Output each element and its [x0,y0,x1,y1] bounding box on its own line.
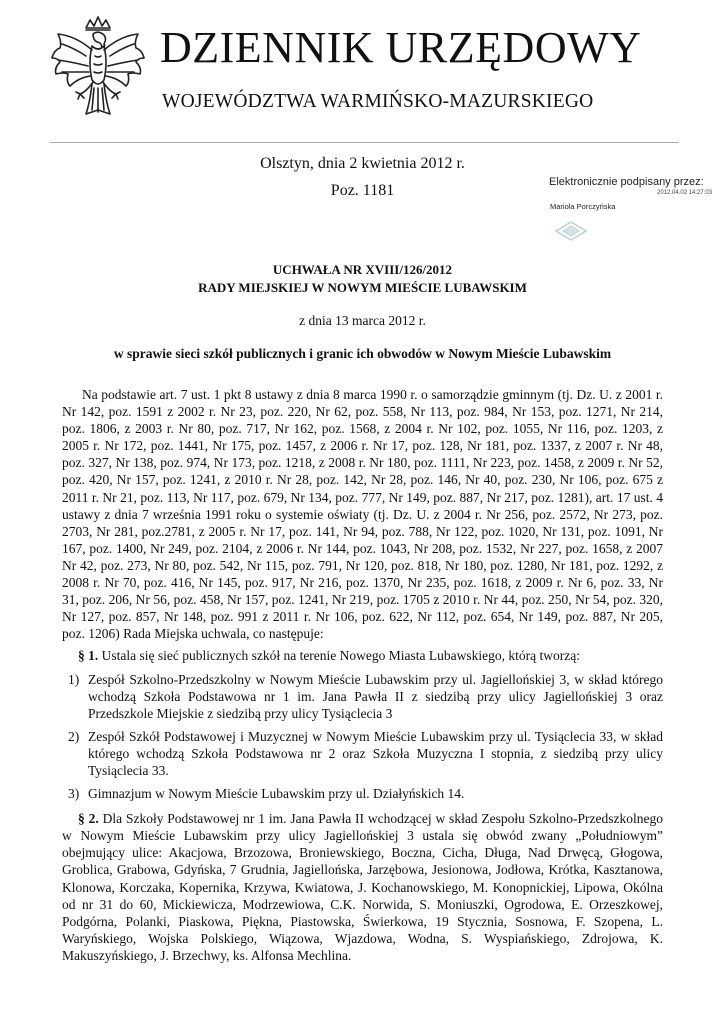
journal-title: DZIENNIK URZĘDOWY [160,23,642,72]
signer-name: Mariola Porczyńska [550,202,616,211]
document-body [62,386,663,964]
list-item [62,671,663,722]
legal-basis-paragraph: Na podstawie art. 7 ust. 1 pkt 8 ustawy z dnia 8 marca 1990 r. o samorządzie gminnym (tj. Dz. U. z 2001 r. Nr 142, poz. 1591 z 2002 r. Nr 23, poz. 220, Nr 62, poz. 558, Nr 113, poz. 984, Nr 153, poz. 1271, Nr 214, poz. 1806, z 2003 r. Nr 80, poz. 717, Nr 162, poz. 1568, z 2004 r. Nr 102, poz. 1055, Nr 116, poz. 1203, z 2005 r. Nr 172, poz. 1441, Nr 175, poz. 1457, z 2006 r. Nr 17, poz. 128, Nr 181, poz. 1337, z 2007 r. Nr 48, poz. 327, Nr 138, poz. 974, Nr 173, poz. 1218, z 2008 r. Nr 180, poz. 1111, Nr 223, poz. 1458, z 2009 r. Nr 52, poz. 420, Nr 157, poz. 1241, z 2010 r. Nr 28, poz. 142, Nr 28, poz. 146, Nr 40, poz. 230, Nr 106, poz. 675 z 2011 r. Nr 21, poz. 113, Nr 117, poz. 679, Nr 134, poz. 777, Nr 149, poz. 887, Nr 217, poz. 1281), art. 17 ust. 4 ustawy z dnia 7 września 1991 roku o systemie oświaty (tj. Dz. U. z 2004 r. Nr 256, poz. 2572, Nr 273, poz. 2703, Nr 281, poz.2781, z 2005 r. Nr 17, poz. 141, Nr 94, poz. 788, Nr 122, poz. 1020, Nr 131, poz. 1091, Nr 167, poz. 1400, Nr 249, poz. 2104, z 2006 r. Nr 144, poz. 1043, Nr 208, poz. 1532, Nr 227, poz. 1658, z 2007 Nr 42, poz. 273, Nr 80, poz. 542, Nr 115, poz. 791, Nr 120, poz. 818, Nr 180, poz. 1280, Nr 181, poz. 1292, z 2008 r. Nr 70, poz. 416, Nr 145, poz. 917, Nr 216, poz. 1370, Nr 235, poz. 1618, z 2009 r. Nr 6, poz. 33, Nr 31, poz. 206, Nr 56, poz. 458, Nr 157, poz. 1241, Nr 219, poz. 1705 z 2010 r. Nr 44, poz. 250, Nr 54, poz. 320, Nr 127, poz. 857, Nr 148, poz. 991 z 2011 r. Nr 106, poz. 622, Nr 112, poz. 654, Nr 149, poz. 887, Nr 205, poz. 1206) Rada Miejska uchwala, co następuje: [62,387,663,642]
signature-seal-icon [554,220,588,242]
list-item [62,728,663,779]
list-item-text: Gimnazjum w Nowym Mieście Lubawskim przy ul. Działyńskich 14. [88,786,465,802]
resolution-number: UCHWAŁA NR XVIII/126/2012 [272,262,453,277]
list-item-text: Zespół Szkolno-Przedszkolny w Nowym Mieście Lubawskim przy ul. Jagiellońskiej 3, w skład którego wchodzą Szkoła Podstawowa nr 1 im. Jana Pawła II z siedzibą przy ulicy Jagiellońskiej 3 oraz Przedszkole Miejskie z siedzibą przy ulicy Tysiąclecia 3 [88,671,663,721]
resolution-date: z dnia 13 marca 2012 r. [299,313,426,328]
electronic-signature [549,176,713,211]
list-item-number: 1) [68,671,80,687]
section-1-label: § 1. [78,648,99,664]
list-item-number: 3) [68,786,80,802]
signature-label: Elektronicznie podpisany przez: [549,176,704,188]
council-name: RADY MIEJSKIEJ W NOWYM MIEŚCIE LUBAWSKIM [198,280,527,295]
list-item [62,785,663,802]
section-1 [62,647,663,664]
eagle-emblem-icon [46,14,150,132]
section-2 [62,810,663,964]
signature-timestamp: 2012.04.02 14:27:03 [657,190,713,196]
section-2-text: Dla Szkoły Podstawowej nr 1 im. Jana Pawła II wchodzącej w skład Zespołu Szkolno-Przedszkolnego w Nowym Mieście Lubawskim przy ulicy Jagiellońskiej 3 ustala się obwód zwany „Południowym” obejmujący ulice: Akacjowa, Brzozowa, Broniewskiego, Boczna, Cicha, Długa, Nad Drwęcą, Głogowa, Groblica, Grabowa, Gdyńska, 7 Grudnia, Jagiellońska, Jarzębowa, Jesionowa, Jodłowa, Krótka, Kasztanowa, Klonowa, Korczaka, Kopernika, Krzywa, Kwiatowa, J. Kochanowskiego, M. Konopnickiej, Lipowa, Okólna od nr 31 do 60, Mickiewicza, Modrzewiowa, C.K. Norwida, S. Moniuszki, Ogrodowa, E. Orzeszkowej, Podgórna, Polanki, Piaskowa, Piękna, Piastowska, Świerkowa, 19 Stycznia, Sosnowa, F. Szopena, L. Waryńskiego, Wojska Polskiego, Wiązowa, Wjazdowa, Wodna, S. Wyspiańskiego, Zdrojowa, K. Makuszyńskiego, J. Brzechwy, ks. Alfonsa Mechlina. [62,811,663,963]
list-item-number: 2) [68,728,80,744]
header-divider [50,142,679,143]
list-item-text: Zespół Szkół Podstawowej i Muzycznej w Nowym Mieście Lubawskim przy ul. Tysiąclecia 33, w skład którego wchodzą Szkoła Podstawowa nr 2 oraz Szkoła Muzyczna I stopnia, z siedzibą przy ulicy Tysiąclecia 33. [88,728,663,778]
section-2-label: § 2. [78,811,99,827]
position-number: Poz. 1181 [330,182,395,199]
issue-date: Olsztyn, dnia 2 kwietnia 2012 r. [260,155,465,172]
section-1-text: Ustala się sieć publicznych szkół na terenie Nowego Miasta Lubawskiego, którą tworzą: [98,648,580,664]
resolution-subject: w sprawie sieci szkół publicznych i granic ich obwodów w Nowym Mieście Lubawskim [113,346,612,361]
journal-subtitle: WOJEWÓDZTWA WARMIŃSKO-MAZURSKIEGO [162,91,594,112]
